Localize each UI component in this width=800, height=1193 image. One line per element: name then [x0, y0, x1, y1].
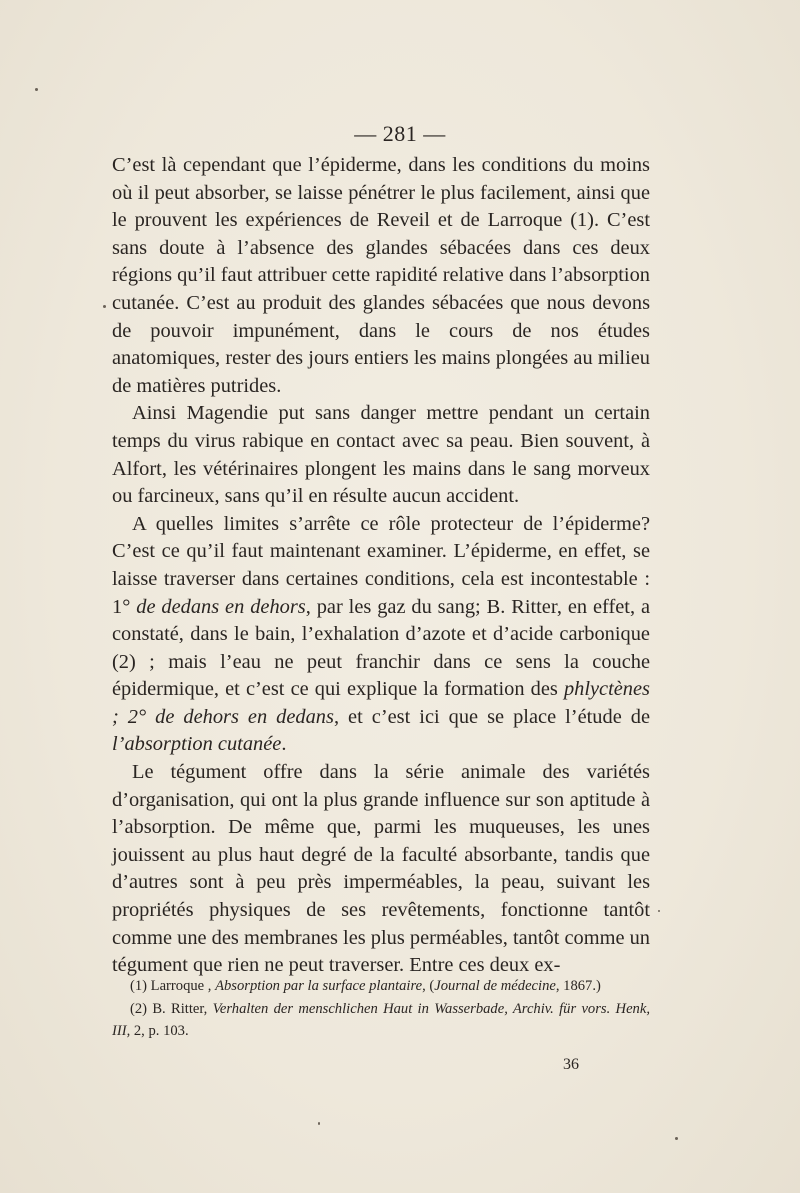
footnote-1-text-c: , 1867.) [555, 978, 601, 994]
paragraph-2: Ainsi Magendie put sans danger mettre pendant un certain temps du virus rabique en contact avec sa peau. Bien souvent, à Alfort, les vétérinaires plongent les mains dans le sang morveux ou farcineux, sans qu’il en résulte aucun accident. [112, 402, 650, 508]
paragraph-3-emphasis-c: l’absorption cutanée [112, 733, 282, 756]
paragraph-3-text-a: A quelles limites s’arrête ce rôle protecteur de l’épiderme? C’est ce qu’il faut maintenant examiner. L’épiderme, en effet, se laisse traverser dans certaines conditions, cela est incontestable : 1° [112, 512, 650, 618]
paper-speck [658, 910, 660, 912]
paper-speck [318, 1122, 320, 1125]
paragraph-3-emphasis-b: phlyctènes ; 2° de dehors en dedans [112, 678, 650, 728]
paragraph-3-emphasis-a: de dedans en dehors [136, 595, 306, 618]
paper-speck [675, 1137, 678, 1140]
footnote-1-text-a: (1) Larroque , [130, 978, 216, 994]
paragraph-3 [112, 511, 650, 759]
paragraph-1: C’est là cependant que l’épiderme, dans les conditions du moins où il peut absorber, se laisse pénétrer le plus facilement, ainsi que le prouvent les expériences de Reveil et de Larroque (1). C’est sans doute à l’absence des glandes sébacées dans ces deux régions qu’il faut attribuer cette rapidité relative dans l’absorption cutanée. C’est au produit des glandes sébacées que nous devons de pouvoir impunément, dans le cours de nos études anatomiques, rester des jours entiers les mains plongées au milieu de matières putrides. [112, 154, 650, 397]
paper-speck [35, 88, 38, 91]
signature-mark: 36 [563, 1056, 579, 1073]
footnote-2 [112, 998, 650, 1043]
paragraph-3-text-d: . [281, 733, 287, 756]
footnote-2-text-a: (2) B. Ritter, [130, 1000, 213, 1017]
main-text [112, 152, 650, 980]
footnote-2-title: Verhalten der menschlichen Haut in Wasserbade, Archiv. für vors. Henk, III, [112, 1000, 650, 1039]
paragraph-3-text-c: , et c’est ici que se place l’étude de [333, 705, 650, 728]
paragraph-3-text-b: , par les gaz du sang; B. Ritter, en effet, a constaté, dans le bain, l’exhalation d’azote et d’acide carbonique (2) ; mais l’eau ne peut franchir dans ce sens la couche épidermique, et c’est ce qui explique la formation des [112, 595, 650, 701]
paper-speck [103, 305, 106, 308]
footnotes [112, 975, 650, 1043]
footnote-1-journal: Journal de médecine [434, 978, 556, 994]
page-number: — 281 — [354, 121, 446, 146]
footnote-2-text-b: 2, p. 103. [130, 1023, 189, 1039]
footnote-1 [112, 975, 650, 998]
footnote-1-title: Absorption par la surface plantaire [215, 978, 423, 994]
paragraph-4: Le tégument offre dans la série animale des variétés d’organisation, qui ont la plus grande influence sur son aptitude à l’absorption. De même que, parmi les muqueuses, les unes jouissent au plus haut degré de la faculté absorbante, tandis que d’autres sont à peu près imperméables, la peau, suivant les propriétés physiques de ses revêtements, fonctionne tantôt comme une des membranes les plus perméables, tantôt comme un tégument que rien ne peut traverser. Entre ces deux ex- [112, 761, 650, 977]
footnote-1-text-b: , ( [422, 978, 435, 994]
